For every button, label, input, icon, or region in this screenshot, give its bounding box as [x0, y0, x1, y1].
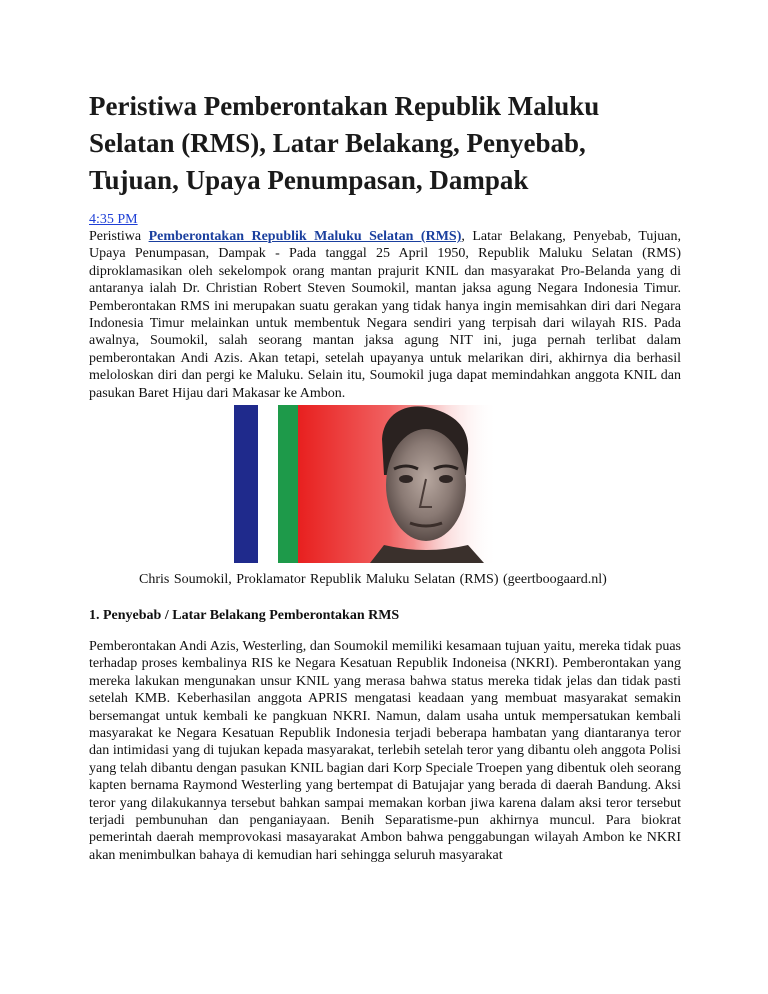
- article-title: Peristiwa Pemberontakan Republik Maluku Selatan (RMS), Latar Belakang, Penyebab, Tujuan, Upaya Penumpasan, Dampak: [89, 91, 600, 195]
- rms-flag-portrait-image: [234, 405, 498, 563]
- document-page: [89, 88, 681, 863]
- flag-white-stripe: [258, 405, 278, 563]
- soumokil-figure: [234, 405, 498, 563]
- section-body: Pemberontakan Andi Azis, Westerling, dan Soumokil memiliki kesamaan tujuan yaitu, mereka tidak puas terhadap proses kembalinya RIS ke Negara Kesatuan Republik Indoneisa (NKRI). Pemberontakan yang mereka lakukan mengunakan unsur KNIL yang merasa bahwa status mereka tidak jelas dan tidak pasti setelah KMB. Keberhasilan anggota APRIS mengatasi keadaan yang membuat masyarakat semakin bersemangat untuk kembali ke pangkuan NKRI. Namun, dalam usaha untuk mempersatukan kembali masyarakat ke Negara Kesatuan Republik Indonesia terjadi beberapa hambatan yang diantaranya teror dan intimidasi yang di tujukan kepada masyarakat, terlebih setelah teror yang dibantu oleh anggota Polisi yang telah dibantu dengan pasukan KNIL bagian dari Korp Speciale Troepen yang dibentuk oleh seorang kapten bernama Raymond Westerling yang bertempat di Batujajar yang berada di daerah Bandung. Aksi teror yang dilakukannya tersebut bahkan sampai memakan korban jiwa karena dalam aksi teror tersebut terjadi pembunuhan dan penganiayaan. Benih Separatisme-pun akhirnya muncul. Para biokrat pemerintah daerah memprovokasi masayarakat Ambon bahwa penggabungan wilayah Ambon ke NKRI akan menimbulkan bahaya di kemudian hari sehingga seluruh masyarakat: [89, 639, 681, 863]
- intro-text: , Latar Belakang, Penyebab, Tujuan, Upaya Penumpasan, Dampak - Pada tanggal 25 April 1950, Republik Maluku Selatan (RMS) diproklamasikan oleh sekelompok orang mantan prajurit KNIL dan masyarakat Pro-Belanda yang di antaranya ialah Dr. Christian Robert Steven Soumokil, mantan jaksa agung Negara Indonesia Timur. Pemberontakan RMS ini merupakan suatu gerakan yang tidak hanya ingin memisahkan diri dari Negara Indonesia Timur melainkan untuk membentuk Negara sendiri yang terpisah dari wilayah RIS. Pada awalnya, Soumokil, salah seorang mantan jaksa agung NIT ini, juga pernah terlibat dalam pemberontakan Andi Azis. Akan tetapi, setelah upayanya untuk melarikan diri, akhirnya dia berhasil meloloskan diri dan pergi ke Maluku. Selain itu, Soumokil juga dapat memindahkan anggota KNIL dan pasukan Baret Hijau dari Makasar ke Ambon.: [89, 229, 681, 401]
- intro-prefix: Peristiwa: [89, 229, 149, 244]
- post-time-link[interactable]: 4:35 PM: [89, 212, 138, 227]
- intro-paragraph: [89, 228, 681, 402]
- rms-link[interactable]: Pemberontakan Republik Maluku Selatan (RMS): [148, 229, 462, 244]
- flag-green-stripe: [278, 405, 298, 563]
- flag-blue-stripe: [234, 405, 258, 563]
- figure-caption: Chris Soumokil, Proklamator Republik Maluku Selatan (RMS) (geertboogaard.nl): [139, 572, 607, 587]
- section-heading: 1. Penyebab / Latar Belakang Pemberontakan RMS: [89, 608, 400, 623]
